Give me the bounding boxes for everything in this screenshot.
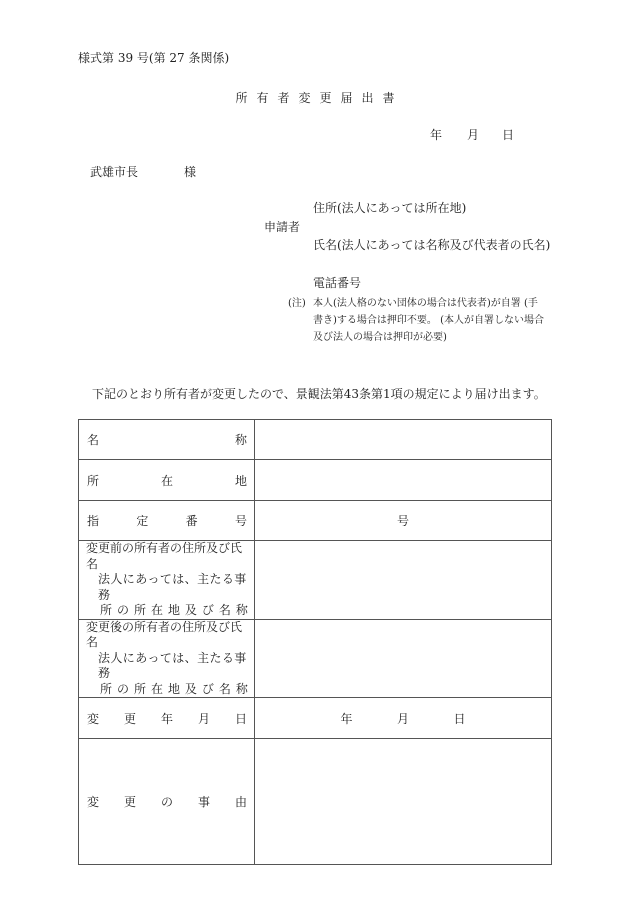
cell-label (79, 512, 254, 529)
name-label-cell (79, 420, 255, 460)
change-date-year: 年 (340, 711, 353, 726)
reason-label-cell (79, 739, 255, 865)
label-char: 変 (87, 711, 100, 726)
label-char: び (201, 603, 214, 617)
change-date-month: 月 (396, 711, 409, 726)
label-char: 事 (197, 795, 210, 809)
prev-owner-label (79, 541, 254, 619)
prev-owner-line-1: 変更前の所有者の住所及び氏名 (86, 541, 243, 571)
addressee: 武雄市長 (90, 165, 139, 179)
statement: 下記のとおり所有者が変更したので、景観法第43条第1項の規定により届け出ます。 (92, 387, 546, 401)
applicant-label: 申請者 (264, 220, 301, 234)
note-line-2: 書き)する場合は押印不要。 (本人が自署しない場合 (313, 315, 544, 326)
label-char: 地 (234, 473, 247, 488)
change-date-label-cell (79, 698, 255, 739)
row-name (79, 420, 552, 460)
new-owner-line-2: 法人にあっては、主たる事務 (98, 650, 247, 680)
label-char: 日 (234, 711, 247, 726)
row-change-date (79, 698, 552, 739)
label-char: 所 (100, 603, 113, 617)
cell-label (79, 472, 254, 489)
label-char: 在 (150, 603, 163, 617)
prev-owner-label-cell (79, 541, 255, 620)
label-char: の (116, 681, 129, 696)
prev-owner-line-3 (86, 603, 248, 619)
note-mark: (注) (288, 298, 306, 309)
label-char: の (160, 795, 173, 809)
row-reason (79, 739, 552, 865)
prev-owner-value-cell[interactable] (255, 541, 552, 620)
new-owner-label (79, 620, 254, 698)
form-number: 様式第 39 号(第 27 条関係) (78, 51, 230, 65)
change-date-day: 日 (453, 711, 466, 726)
new-owner-value-cell[interactable] (255, 619, 552, 698)
label-char: 及 (184, 681, 197, 696)
label-char: 所 (133, 681, 146, 696)
name-label: 氏名(法人にあっては名称及び代表者の氏名) (313, 238, 551, 252)
date-month: 月 (467, 128, 480, 142)
label-char: 所 (133, 603, 146, 617)
label-char: 番 (185, 514, 198, 528)
note-line-1: 本人(法人格のない団体の場合は代表者)が自署 (手 (313, 298, 538, 309)
label-char: 号 (234, 514, 247, 528)
location-label-cell (79, 460, 255, 501)
location-value-cell[interactable] (255, 460, 552, 501)
phone-label: 電話番号 (313, 276, 362, 290)
label-char: 地 (167, 681, 180, 696)
note-line-3: 及び法人の場合は押印が必要) (313, 332, 447, 343)
label-char: 称 (235, 603, 248, 617)
label-char: 名 (87, 433, 100, 447)
label-char: び (201, 681, 214, 696)
label-char: 定 (136, 514, 149, 528)
row-designation (79, 501, 552, 541)
designation-suffix: 号 (396, 514, 409, 528)
label-char: 所 (100, 681, 113, 696)
honorific: 様 (184, 165, 197, 179)
row-location (79, 460, 552, 501)
label-char: 更 (123, 795, 136, 809)
row-new-owner (79, 619, 552, 698)
designation-value-cell[interactable] (255, 501, 552, 541)
label-char: 指 (87, 514, 100, 528)
label-char: 年 (160, 711, 173, 726)
cell-label (79, 793, 254, 810)
label-char: 変 (87, 795, 100, 809)
label-char: 月 (197, 711, 210, 726)
cell-label (79, 431, 254, 448)
date-day: 日 (502, 128, 515, 142)
new-owner-label-cell (79, 619, 255, 698)
label-char: 在 (160, 473, 173, 488)
label-char: 及 (184, 603, 197, 617)
name-value-cell[interactable] (255, 420, 552, 460)
reason-value-cell[interactable] (255, 739, 552, 865)
label-char: 名 (218, 681, 231, 696)
cell-label (79, 710, 254, 727)
designation-label-cell (79, 501, 255, 541)
label-char: の (116, 603, 129, 617)
address-label: 住所(法人にあっては所在地) (313, 201, 467, 215)
label-char: 由 (234, 795, 247, 809)
prev-owner-line-2: 法人にあっては、主たる事務 (98, 572, 247, 602)
new-owner-line-1: 変更後の所有者の住所及び氏名 (86, 619, 243, 649)
new-owner-line-3 (86, 682, 248, 698)
notification-table (78, 419, 552, 865)
label-char: 所 (87, 473, 100, 488)
label-char: 称 (234, 433, 247, 447)
change-date-value-cell[interactable] (255, 698, 552, 739)
label-char: 名 (218, 603, 231, 617)
label-char: 称 (235, 681, 248, 696)
document-title: 所有者変更届出書 (235, 91, 404, 105)
label-char: 更 (123, 711, 136, 726)
label-char: 在 (150, 681, 163, 696)
label-char: 地 (167, 603, 180, 617)
date-year: 年 (430, 128, 443, 142)
row-prev-owner (79, 541, 552, 620)
